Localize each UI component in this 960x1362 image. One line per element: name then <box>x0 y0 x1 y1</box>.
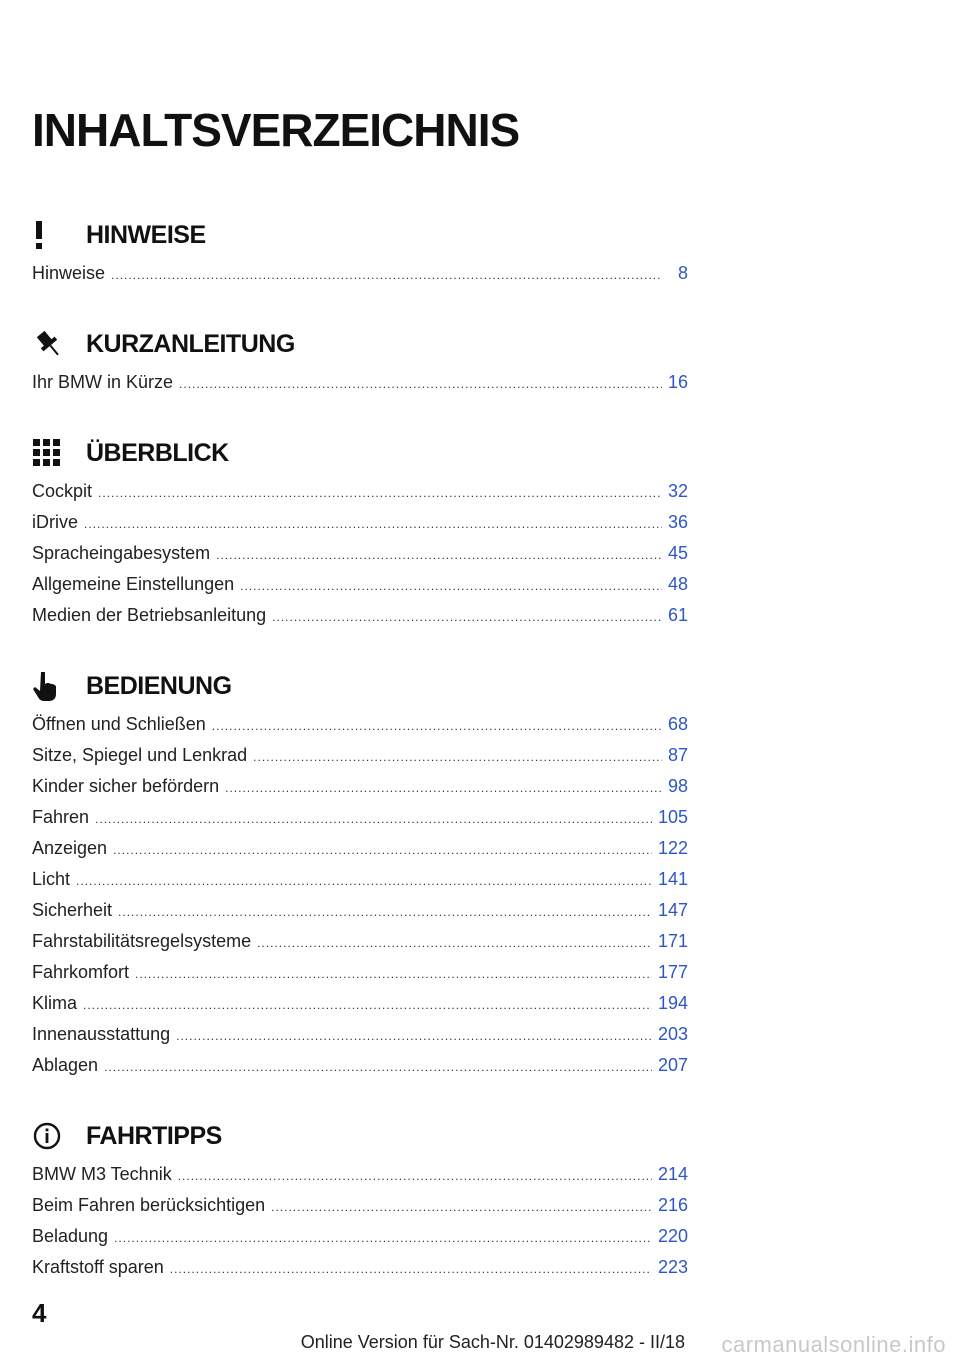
page-number: 4 <box>32 1298 47 1328</box>
toc-page-link[interactable]: 8 <box>677 263 688 283</box>
toc-entry-bmw-m3-technik[interactable] <box>32 1159 688 1190</box>
toc-page-link[interactable]: 98 <box>667 776 688 796</box>
section-title: BEDIENUNG <box>86 671 232 700</box>
toc-page-link[interactable]: 122 <box>657 838 688 858</box>
exclamation-icon <box>32 218 72 252</box>
toc-entry-sicherheit[interactable] <box>32 895 688 926</box>
section-title: FAHRTIPPS <box>86 1121 222 1150</box>
dot-leader <box>118 897 652 928</box>
toc-entry-label: Öffnen und Schließen <box>32 714 206 734</box>
toc-entry-licht[interactable] <box>32 864 688 895</box>
pushpin-icon <box>32 327 72 361</box>
toc-entry-label: Kinder sicher befördern <box>32 776 220 796</box>
toc-entry-label: Fahren <box>32 807 90 827</box>
toc-section-fahrtipps <box>32 1113 688 1283</box>
table-of-contents <box>32 212 688 1315</box>
toc-entry-fahrstabilitaetsregelsysteme[interactable] <box>32 926 688 957</box>
dot-leader <box>111 260 662 291</box>
toc-entry-sitze-spiegel-und-lenkrad[interactable] <box>32 740 688 771</box>
toc-page-link[interactable]: 220 <box>657 1226 688 1246</box>
toc-entry-label: Hinweise <box>32 263 106 283</box>
toc-page-link[interactable]: 207 <box>657 1055 688 1075</box>
toc-entry-ihr-bmw-in-kuerze[interactable] <box>32 367 688 398</box>
toc-entry-idrive[interactable] <box>32 507 688 538</box>
section-title: HINWEISE <box>86 220 206 249</box>
hand-pointer-icon <box>32 669 72 703</box>
toc-entry-fahrkomfort[interactable] <box>32 957 688 988</box>
watermark: carmanualsonline.info <box>721 1332 946 1357</box>
footer-text: Online Version für Sach-Nr. 01402989482 - II/18 <box>300 1332 685 1352</box>
toc-section-hinweise <box>32 212 688 289</box>
toc-page-link[interactable]: 147 <box>657 900 688 920</box>
toc-entry-cockpit[interactable] <box>32 476 688 507</box>
dot-leader <box>170 1254 652 1285</box>
toc-page-link[interactable]: 48 <box>667 574 688 594</box>
dot-leader <box>257 928 652 959</box>
toc-entry-spracheingabesystem[interactable] <box>32 538 688 569</box>
section-header <box>32 321 688 367</box>
toc-section-bedienung <box>32 663 688 1081</box>
page-title: INHALTSVERZEICHNIS <box>32 104 520 156</box>
dot-leader <box>179 369 662 400</box>
dot-leader <box>84 509 662 540</box>
toc-page-link[interactable]: 87 <box>667 745 688 765</box>
toc-page-link[interactable]: 105 <box>657 807 688 827</box>
toc-section-ueberblick <box>32 430 688 631</box>
section-header <box>32 430 688 476</box>
toc-page-link[interactable]: 141 <box>657 869 688 889</box>
dot-leader <box>178 1161 652 1192</box>
toc-entry-label: Ablagen <box>32 1055 99 1075</box>
toc-entry-fahren[interactable] <box>32 802 688 833</box>
section-title: ÜBERBLICK <box>86 438 229 467</box>
toc-entry-label: Sitze, Spiegel und Lenkrad <box>32 745 248 765</box>
toc-entry-medien-der-betriebsanleitung[interactable] <box>32 600 688 631</box>
toc-entry-allgemeine-einstellungen[interactable] <box>32 569 688 600</box>
toc-entry-label: Klima <box>32 993 78 1013</box>
toc-entry-label: Fahrstabilitätsregelsysteme <box>32 931 252 951</box>
toc-entry-label: Anzeigen <box>32 838 108 858</box>
toc-entry-anzeigen[interactable] <box>32 833 688 864</box>
section-header <box>32 663 688 709</box>
section-header <box>32 212 688 258</box>
toc-entry-kraftstoff-sparen[interactable] <box>32 1252 688 1283</box>
toc-page-link[interactable]: 61 <box>667 605 688 625</box>
toc-entry-oeffnen-und-schliessen[interactable] <box>32 709 688 740</box>
toc-entry-klima[interactable] <box>32 988 688 1019</box>
toc-entry-label: Fahrkomfort <box>32 962 130 982</box>
info-circle-icon <box>32 1119 72 1153</box>
dot-leader <box>98 478 662 509</box>
toc-entry-label: Innenausstattung <box>32 1024 171 1044</box>
dot-leader <box>114 1223 652 1254</box>
toc-page-link[interactable]: 177 <box>657 962 688 982</box>
dot-leader <box>176 1021 652 1052</box>
toc-entry-innenausstattung[interactable] <box>32 1019 688 1050</box>
toc-page-link[interactable]: 32 <box>667 481 688 501</box>
toc-page-link[interactable]: 216 <box>657 1195 688 1215</box>
dot-leader <box>272 602 662 633</box>
toc-page-link[interactable]: 203 <box>657 1024 688 1044</box>
dot-leader <box>271 1192 652 1223</box>
dot-leader <box>95 804 652 835</box>
toc-entry-label: BMW M3 Technik <box>32 1164 172 1184</box>
toc-page-link[interactable]: 36 <box>667 512 688 532</box>
toc-entry-label: Licht <box>32 869 71 889</box>
dot-leader <box>240 571 662 602</box>
toc-entry-label: Beladung <box>32 1226 109 1246</box>
toc-page-link[interactable]: 214 <box>657 1164 688 1184</box>
grid-icon <box>32 436 72 470</box>
toc-page-link[interactable]: 45 <box>667 543 688 563</box>
toc-entry-label: Sicherheit <box>32 900 113 920</box>
toc-page-link[interactable]: 16 <box>667 372 688 392</box>
toc-page-link[interactable]: 171 <box>657 931 688 951</box>
toc-page-link[interactable]: 194 <box>657 993 688 1013</box>
toc-section-kurzanleitung <box>32 321 688 398</box>
toc-entry-label: Beim Fahren berücksichtigen <box>32 1195 266 1215</box>
toc-entry-kinder-sicher-befoerdern[interactable] <box>32 771 688 802</box>
toc-entry-beladung[interactable] <box>32 1221 688 1252</box>
dot-leader <box>253 742 662 773</box>
toc-entry-label: Kraftstoff sparen <box>32 1257 164 1277</box>
toc-entry-hinweise[interactable] <box>32 258 688 289</box>
dot-leader <box>135 959 652 990</box>
toc-entry-beim-fahren-beruecksichtigen[interactable] <box>32 1190 688 1221</box>
toc-entry-label: Allgemeine Einstellungen <box>32 574 235 594</box>
dot-leader <box>113 835 652 866</box>
dot-leader <box>216 540 662 571</box>
toc-entry-ablagen[interactable] <box>32 1050 688 1081</box>
toc-entry-label: iDrive <box>32 512 79 532</box>
toc-entry-label: Cockpit <box>32 481 93 501</box>
section-header <box>32 1113 688 1159</box>
dot-leader <box>76 866 652 897</box>
dot-leader <box>212 711 662 742</box>
toc-entry-label: Spracheingabesystem <box>32 543 211 563</box>
toc-page-link[interactable]: 68 <box>667 714 688 734</box>
section-title: KURZANLEITUNG <box>86 329 295 358</box>
toc-page-link[interactable]: 223 <box>657 1257 688 1277</box>
dot-leader <box>225 773 662 804</box>
dot-leader <box>83 990 652 1021</box>
toc-entry-label: Ihr BMW in Kürze <box>32 372 174 392</box>
toc-entry-label: Medien der Betriebsanleitung <box>32 605 267 625</box>
dot-leader <box>104 1052 652 1083</box>
